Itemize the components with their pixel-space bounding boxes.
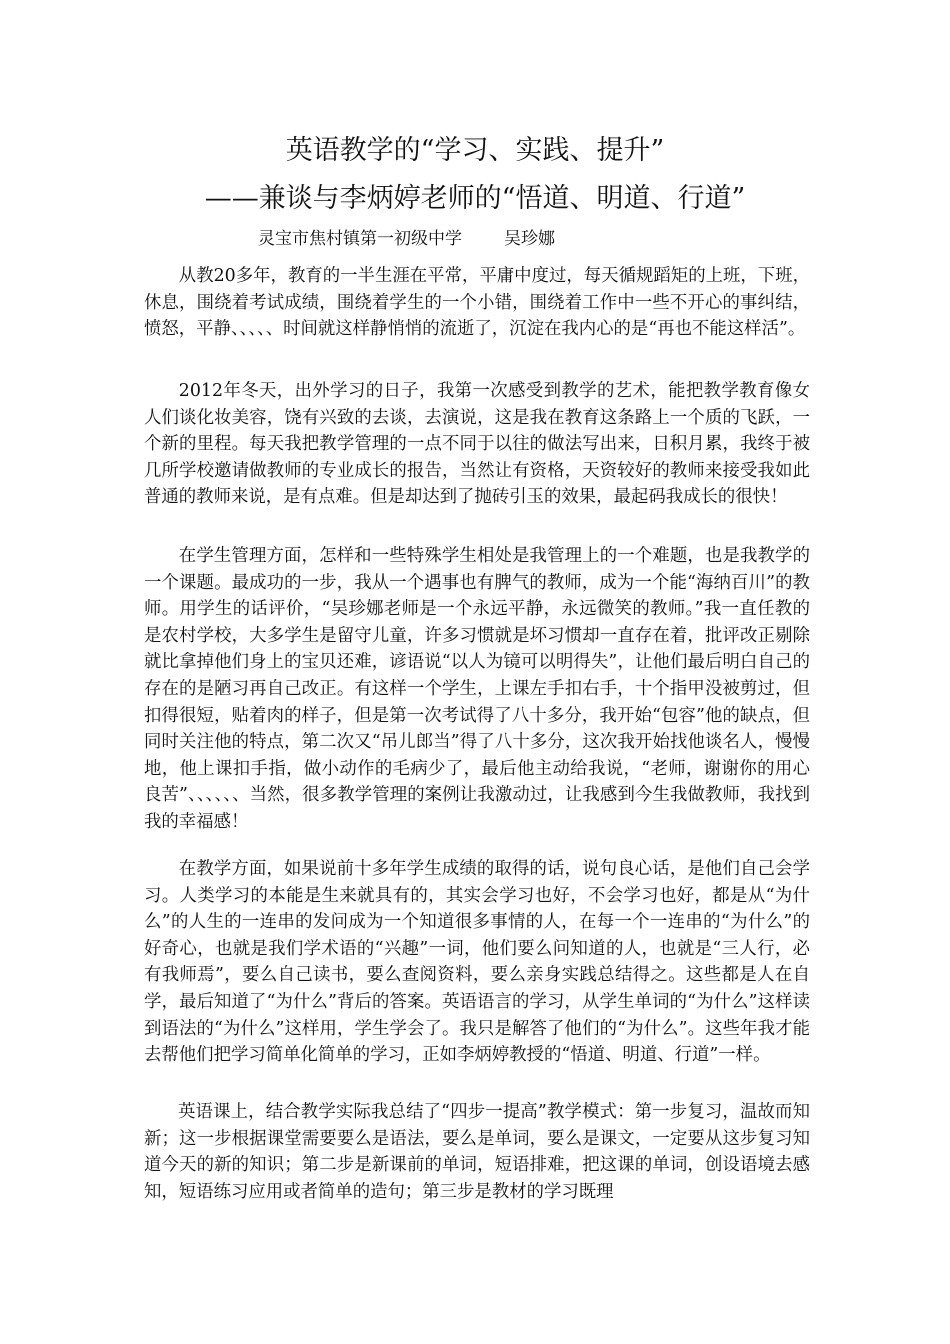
paragraph-3: 在学生管理方面，怎样和一些特殊学生相处是我管理上的一个难题，也是我教学的一个课题。最成功的一步，我从一个遇事也有脾气的教师，成为一个能“海纳百川”的教师。用学生的话评价，“吴珍娜老师是一个永远平静，永远微笑的教师。”我一直任教的是农村学校，大多学生是留守儿童，许多习惯就是坏习惯却一直存在着，批评改正剔除就比拿掉他们身上的宝贝还难，谚语说“以人为镜可以明得失”，让他们最后明白自己的存在的是陋习再自己改正。有这样一个学生，上课左手扣右手，十个指甲没被剪过，但扣得很短，贴着肉的样子，但是第一次考试得了八十多分，我开始“包容”他的缺点，但同时关注他的特点，第二次又“吊儿郎当”得了八十多分，这次我开始找他谈名人，慢慢地，他上课扣手指，做小动作的毛病少了，最后他主动给我说，“老师，谢谢你的用心良苦”、、、、、、当然，很多教学管理的案例让我激动过，让我感到今生我做教师，我找到我的幸福感！ [144,546,810,832]
paragraph-5: 英语课上，结合教学实际我总结了“四步一提高”教学模式：第一步复习，温故而知新；这一步根据课堂需要要么是语法，要么是单词，要么是课文，一定要从这步复习知道今天的新的知识；第二步是新课前的单词，短语排难，把这课的单词，创设语境去感知，短语练习应用或者简单的造句；第三步是教材的学习既理 [144,1102,810,1202]
author-line [258,227,555,251]
author-name: 吴珍娜 [504,229,555,249]
document-title: 英语教学的“学习、实践、提升” [285,135,665,166]
document-subtitle: ——兼谈与李炳婷老师的“悟道、明道、行道” [204,183,746,214]
paragraph-1: 从教20多年，教育的一半生涯在平常，平庸中度过，每天循规蹈矩的上班，下班，休息，围绕着考试成绩，围绕着学生的一个小错，围绕着工作中一些不开心的事纠结，愤怒，平静、、、、、时间就这样静悄悄的流逝了，沉淀在我内心的是“再也不能这样活”。 [144,266,810,340]
school-name: 灵宝市焦村镇第一初级中学 [258,229,462,249]
paragraph-2: 2012年冬天，出外学习的日子，我第一次感受到教学的艺术，能把教学教育像女人们谈化妆美容，饶有兴致的去谈，去演说，这是我在教育这条路上一个质的飞跃，一个新的里程。每天我把教学管理的一点不同于以往的做法写出来，日积月累，我终于被几所学校邀请做教师的专业成长的报告，当然让有资格，天资较好的教师来接受我如此普通的教师来说，是有点难。但是却达到了抛砖引玉的效果，最起码我成长的很快！ [144,381,810,508]
paragraph-4: 在教学方面，如果说前十多年学生成绩的取得的话，说句良心话，是他们自己会学习。人类学习的本能是生来就具有的，其实会学习也好，不会学习也好，都是从“为什么”的人生的一连串的发问成为一个知道很多事情的人，在每一个一连串的“为什么”的好奇心，也就是我们学术语的“兴趣”一词，他们要么问知道的人，也就是“三人行，必有我师焉”，要么自己读书，要么查阅资料，要么亲身实践总结得之。这些都是人在自学，最后知道了“为什么”背后的答案。英语语言的学习，从学生单词的“为什么”这样读到语法的“为什么”这样用，学生学会了。我只是解答了他们的“为什么”。这些年我才能去帮他们把学习简单化简单的学习，正如李炳婷教授的“悟道、明道、行道”一样。 [144,859,810,1066]
